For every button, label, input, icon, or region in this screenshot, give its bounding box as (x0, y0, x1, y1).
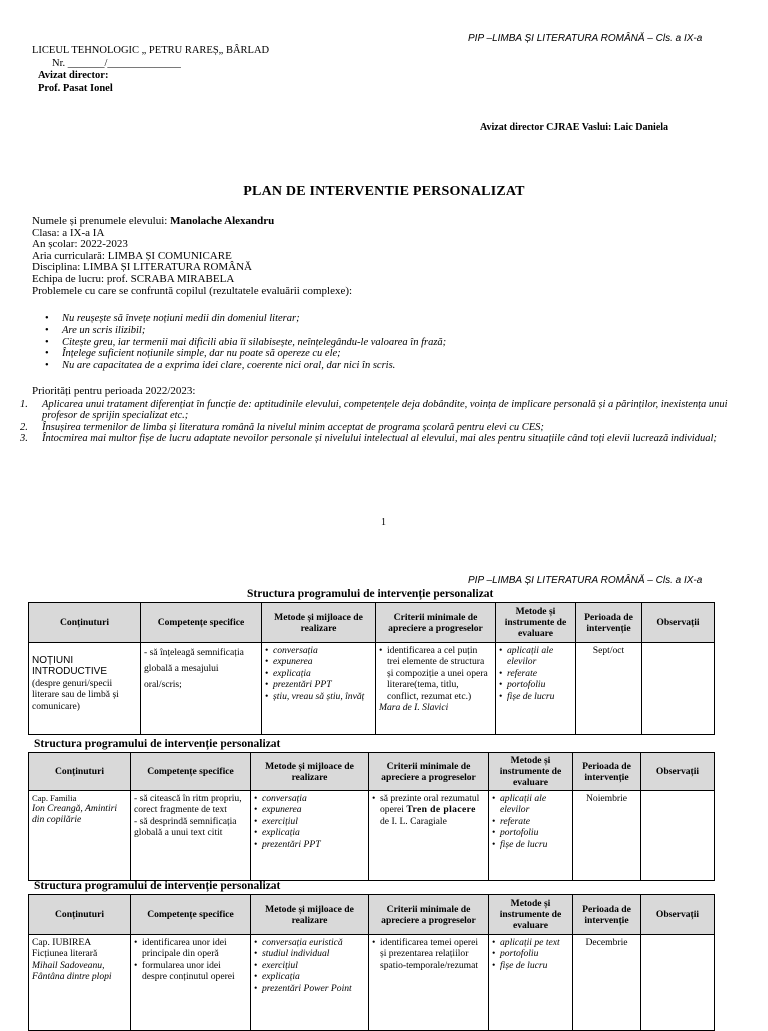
col-header: Criterii minimale de apreciere a progreselor (376, 603, 496, 643)
content-subtitle: (despre genuri/specii literare sau de limbă și comunicare) (32, 677, 119, 712)
method-item: • expunerea (265, 656, 372, 667)
col-header: Competențe specifice (131, 753, 251, 791)
criteria-item: • identificarea temei operei și prezentarea relațiilor spatio-temporale/rezumat (372, 937, 485, 971)
list-item: • Înțelege suficient noțiunile simple, dar nu poate să opereze cu ele; (32, 348, 732, 360)
cell-observatii (642, 643, 715, 735)
method-item: • conversația (254, 793, 365, 804)
content-title: Cap. Familia (32, 793, 77, 803)
list-item (14, 433, 736, 444)
problems-label: Problemele cu care se confruntă copilul (rezultatele evaluării complexe): (32, 284, 353, 297)
priorities-list (14, 399, 736, 445)
evaluation-item: • portofoliu (492, 827, 569, 838)
cjrae-approval: Avizat director CJRAE Vaslui: Laic Daniela (480, 122, 669, 133)
page-number: 1 (381, 517, 386, 528)
list-text: Aplicarea unui tratament diferențiat în funcție de: aptitudinile elevului, competențele deja dobândite, voința de implicare personală și a părinților, inexistența unui profesor de sprijin specializat etc.; (42, 399, 728, 422)
col-header: Observații (641, 753, 715, 791)
intervention-table (28, 894, 715, 1031)
student-name-line (32, 216, 732, 228)
criteria-work-title: Tren de placere (406, 804, 476, 816)
cell-criterii (369, 935, 489, 1031)
method-item: • prezentări PPT (265, 679, 372, 690)
criteria-text: să prezinte oral rezumatul operei (380, 793, 480, 816)
content-work: Mihail Sadoveanu, Fântâna dintre plopi (32, 959, 112, 983)
cell-observatii (641, 935, 715, 1031)
col-header: Competențe specifice (141, 603, 262, 643)
method-item: • știu, vreau să știu, învăț (265, 691, 372, 702)
competence-item: - să desprindă semnificația globală a unui text citit (134, 815, 237, 839)
class-line: Clasa: a IX-a IA (32, 226, 105, 239)
cell-perioada: Noiembrie (573, 791, 641, 881)
cell-observatii (641, 791, 715, 881)
col-header: Conținuturi (29, 753, 131, 791)
student-name-label: Numele și prenumele elevului: (32, 215, 168, 227)
list-item: • Are un scris ilizibil; (32, 325, 732, 337)
method-item: • conversația (265, 645, 372, 656)
col-header: Metode și instrumente de evaluare (496, 603, 576, 643)
list-item: • Nu reușește să învețe noțiuni medii din domeniul literar; (32, 313, 732, 325)
list-text: Întocmirea mai multor fișe de lucru adaptate nevoilor personale și nivelului intelectual al elevului, mai ales pentru situațiile când toți elevii lucrează individual; (42, 433, 717, 445)
list-number: 2. (20, 421, 28, 433)
col-header: Metode și instrumente de evaluare (489, 895, 573, 935)
table-row (29, 643, 715, 735)
cell-metode (251, 791, 369, 881)
col-header: Observații (641, 895, 715, 935)
table-caption: Structura programului de intervenție personalizat (34, 880, 281, 892)
discipline-line: Disciplina: LIMBA ȘI LITERATURA ROMÂNĂ (32, 261, 252, 274)
problems-list (32, 313, 732, 372)
registration-number: Nr. _______/______________ (52, 58, 181, 69)
running-header: PIP –LIMBA ȘI LITERATURA ROMÂNĂ – Cls. a IX-a (468, 575, 703, 586)
school-name: LICEUL TEHNOLOGIC „ PETRU RAREȘ„ BÂRLAD (32, 45, 270, 56)
curricular-area-line: Aria curriculară: LIMBA ȘI COMUNICARE (32, 249, 232, 262)
col-header: Competențe specifice (131, 895, 251, 935)
col-header: Perioada de intervenție (576, 603, 642, 643)
school-year-line: An școlar: 2022-2023 (32, 238, 128, 251)
table-caption: Structura programului de intervenție personalizat (247, 588, 494, 600)
cell-evaluare (496, 643, 576, 735)
avizat-director-label: Avizat director: (38, 70, 109, 81)
cell-continut (29, 643, 141, 735)
student-name-value: Manolache Alexandru (170, 215, 275, 227)
cell-perioada: Sept/oct (576, 643, 642, 735)
competence-item: • identificarea unor idei principale din operă (134, 937, 247, 960)
col-header: Perioada de intervenție (573, 895, 641, 935)
content-title: Cap. IUBIREA (32, 937, 92, 948)
cell-perioada: Decembrie (573, 935, 641, 1031)
evaluation-item: • portofoliu (492, 948, 569, 959)
content-subtitle: Ficțiunea literară (32, 948, 98, 960)
method-item: • exercițiul (254, 960, 365, 971)
table-row (29, 791, 715, 881)
cell-metode (251, 935, 369, 1031)
cell-competente (131, 935, 251, 1031)
competence-item: • formularea unor idei despre conținutul operei (134, 960, 247, 983)
col-header: Criterii minimale de apreciere a progreselor (369, 753, 489, 791)
method-item: • expunerea (254, 804, 365, 815)
method-item: • exercițiul (254, 816, 365, 827)
content-title: NOȚIUNI INTRODUCTIVE (32, 655, 107, 678)
col-header: Metode și mijloace de realizare (251, 753, 369, 791)
col-header: Criterii minimale de apreciere a progreselor (369, 895, 489, 935)
list-item (14, 399, 736, 422)
evaluation-item: • portofoliu (499, 679, 572, 690)
method-item: • explicația (265, 668, 372, 679)
method-item: • prezentări PPT (254, 839, 365, 850)
table-caption: Structura programului de intervenție personalizat (34, 738, 281, 750)
table-row (29, 935, 715, 1031)
student-info (32, 216, 732, 297)
intervention-table (28, 602, 715, 735)
intervention-table (28, 752, 715, 881)
list-text: Însușirea termenilor de limba și literatura română la nivelul minim acceptat de programa școlară pentru elevi cu CES; (42, 421, 544, 433)
criteria-item: • identificarea a cel puțin trei elemente de structura și compoziție a unei opera literare(tema, titlu, conflict, rezumat etc.) (379, 645, 492, 702)
cell-competente (141, 643, 262, 735)
cell-evaluare (489, 935, 573, 1031)
cell-continut (29, 935, 131, 1031)
cell-competente (131, 791, 251, 881)
running-header: PIP –LIMBA ȘI LITERATURA ROMÂNĂ – Cls. a IX-a (468, 33, 703, 44)
method-item: • explicația (254, 827, 365, 838)
content-work: Ion Creangă, Amintiri din copilărie (32, 803, 118, 826)
col-header: Perioada de intervenție (573, 753, 641, 791)
col-header: Metode și mijloace de realizare (262, 603, 376, 643)
evaluation-item: • referate (492, 816, 569, 827)
cell-evaluare (489, 791, 573, 881)
list-item: • Citește greu, iar termenii mai dificili abia îi silabisește, neînțelegându-le valoarea în frază; (32, 337, 732, 349)
cell-metode (262, 643, 376, 735)
method-item: • studiul individual (254, 948, 365, 959)
col-header: Metode și mijloace de realizare (251, 895, 369, 935)
col-header: Metode și instrumente de evaluare (489, 753, 573, 791)
criteria-author: de I. L. Caragiale (380, 815, 447, 827)
evaluation-item: • aplicații ale elevilor (492, 793, 569, 816)
priorities-label: Priorități pentru perioada 2022/2023: (32, 385, 196, 397)
cell-criterii (369, 791, 489, 881)
method-item: • conversația euristică (254, 937, 365, 948)
evaluation-item: • fișe de lucru (499, 691, 572, 702)
page-title: PLAN DE INTERVENTIE PERSONALIZAT (243, 184, 525, 199)
list-item: • Nu are capacitatea de a exprima idei clare, coerente nici oral, dar nici în scris. (32, 360, 732, 372)
team-line: Echipa de lucru: prof. SCRABA MIRABELA (32, 272, 235, 285)
criteria-work: Mara de I. Slavici (379, 702, 449, 714)
col-header: Conținuturi (29, 895, 131, 935)
method-item: • prezentări Power Point (254, 983, 365, 994)
cell-criterii (376, 643, 496, 735)
col-header: Observații (642, 603, 715, 643)
cell-continut (29, 791, 131, 881)
list-number: 1. (20, 399, 28, 410)
director-name: Prof. Pasat Ionel (38, 83, 113, 94)
list-number: 3. (20, 433, 28, 445)
evaluation-item: • aplicații pe text (492, 937, 569, 948)
competence-item: - să înțeleagă semnificația globală a mesajului oral/scris; (144, 647, 244, 690)
method-item: • explicația (254, 971, 365, 982)
criteria-item (372, 793, 485, 827)
competence-item: - să citească în ritm propriu, corect fragmente de text (134, 793, 242, 816)
evaluation-item: • fișe de lucru (492, 839, 569, 850)
col-header: Conținuturi (29, 603, 141, 643)
evaluation-item: • aplicații ale elevilor (499, 645, 572, 668)
evaluation-item: • fișe de lucru (492, 960, 569, 971)
list-item (14, 422, 736, 433)
evaluation-item: • referate (499, 668, 572, 679)
